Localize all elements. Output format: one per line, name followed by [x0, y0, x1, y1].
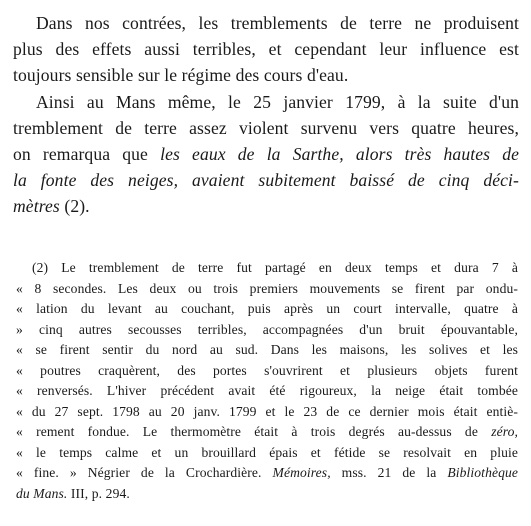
- footnote-line-9-text: « rement fondue. Le thermomètre était à trois degrés au-dessus de: [16, 424, 478, 439]
- footnote-line-9-italic: zéro,: [491, 424, 519, 439]
- body-line-8-italic: mètres: [13, 196, 60, 217]
- body-line-7: la fonte des neiges, avaient subitement baissé de cinq déci-: [13, 170, 519, 191]
- footnote-line-3: « lation du levant au couchant, puis après un court intervalle, quatre à: [16, 301, 518, 316]
- footnote-line-9: [16, 422, 518, 443]
- body-line-1: Dans nos contrées, les tremblements de terre ne produisent: [36, 13, 519, 33]
- footnote-line-11-text: « fine. » Négrier de la Crochardière.: [16, 465, 262, 480]
- body-line-2: plus des effets aussi terribles, et cependant leur influence est: [13, 39, 519, 60]
- body-line-5: tremblement de terre assez violent survenu vers quatre heures,: [13, 117, 519, 138]
- footnote-line-1: (2) Le tremblement de terre fut partagé en deux temps et dura 7 à: [32, 260, 518, 275]
- footnote-line-5: « se firent sentir du nord au sud. Dans les maisons, les solives et les: [16, 342, 518, 357]
- body-line-6-italic: les eaux de la Sarthe, alors très hautes de: [160, 144, 519, 165]
- footnote-mss: mss. 21 de la: [341, 465, 437, 480]
- footnote-line-11: [16, 463, 518, 484]
- footnote: [16, 258, 518, 504]
- footnote-line-10: « le temps calme et un brouillard épais et fétide se resolvait en pluie: [16, 444, 518, 460]
- body-line-3: toujours sensible sur le régime des cours d'eau.: [13, 65, 349, 86]
- body-line-4: Ainsi au Mans même, le 25 janvier 1799, à la suite d'un: [36, 91, 519, 112]
- footnote-volume: III, p. 294.: [70, 485, 130, 501]
- footnote-line-2: « 8 secondes. Les deux ou trois premiers mouvements se firent par ondu-: [16, 280, 518, 296]
- footnote-line-4: » cinq autres secousses terribles, accompagnées d'un bruit épouvantable,: [16, 321, 518, 337]
- footnote-line-8: « du 27 sept. 1798 au 20 janv. 1799 et le 23 de ce dernier mois était entiè-: [16, 403, 518, 419]
- footnote-line-6: « poutres craquèrent, des portes s'ouvrirent et plusieurs objets furent: [16, 362, 518, 378]
- body-paragraphs: [13, 10, 519, 220]
- footnote-du-mans: du Mans.: [16, 485, 68, 501]
- footnote-bibliotheque: Bibliothèque: [447, 465, 519, 480]
- body-line-6: [13, 141, 519, 167]
- footnote-line-7: « renversés. L'hiver précédent avait été rigoureux, la neige était tombée: [16, 383, 518, 398]
- footnote-line-12: [16, 484, 518, 505]
- body-line-8: [13, 193, 519, 219]
- footnote-ref: (2).: [64, 196, 90, 217]
- body-line-6-text: on remarqua que: [13, 144, 148, 165]
- footnote-memoires: Mémoires,: [272, 465, 331, 480]
